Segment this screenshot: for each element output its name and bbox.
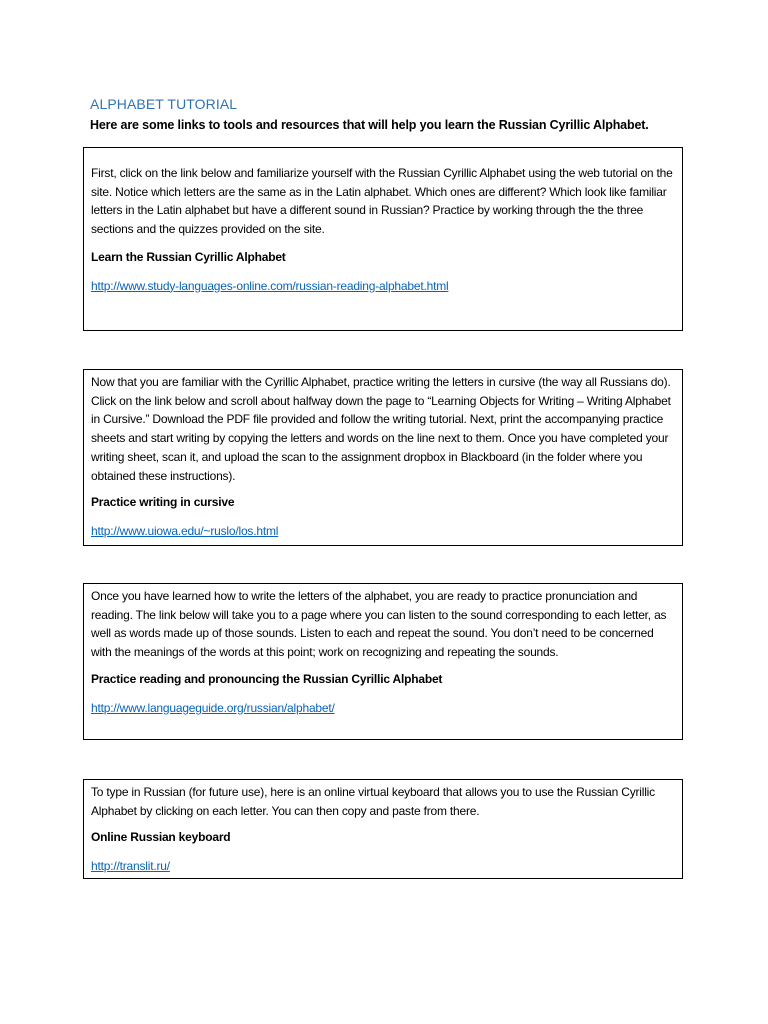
section-box-cursive [83, 369, 683, 546]
study-languages-link[interactable]: http://www.study-languages-online.com/russian-reading-alphabet.html [91, 278, 449, 293]
section-link-title: Practice writing in cursive [91, 495, 235, 510]
intro-text: Here are some links to tools and resources that will help you learn the Russian Cyrillic Alphabet. [90, 118, 649, 132]
section-body: First, click on the link below and familiarize yourself with the Russian Cyrillic Alphabet using the web tutorial on the site. Notice which letters are the same as in the Latin alphabet. Which ones are different? Which look like familiar letters in the Latin alphabet but have a different sound in Russian? Practice by working through the the three sections and the quizzes provided on the site. [91, 166, 673, 237]
section-box-web-tutorial [83, 147, 683, 331]
section-box-keyboard [83, 779, 683, 879]
uiowa-link[interactable]: http://www.uiowa.edu/~ruslo/los.html [91, 523, 279, 538]
section-link-title: Online Russian keyboard [91, 830, 231, 845]
section-body: Once you have learned how to write the letters of the alphabet, you are ready to practice pronunciation and reading. The link below will take you to a page where you can listen to the sound corresponding to each letter, as well as words made up of those sounds. Listen to each and repeat the sound. You don’t need to be concerned with the meanings of the words at this point; work on recognizing and repeating the sounds. [91, 589, 667, 660]
section-box-pronunciation [83, 583, 683, 740]
translit-link[interactable]: http://translit.ru/ [91, 859, 170, 874]
section-body: Now that you are familiar with the Cyrillic Alphabet, practice writing the letters in cursive (the way all Russians do). Click on the link below and scroll about halfway down the page to “Learning Objects for Writing – Writing Alphabet in Cursive.” Download the PDF file provided and follow the writing tutorial. Next, print the accompanying practice sheets and start writing by copying the letters and words on the line next to them. Once you have completed your writing sheet, scan it, and upload the scan to the assignment dropbox in Blackboard (in the folder where you obtained these instructions). [91, 375, 671, 483]
section-link-title: Practice reading and pronouncing the Russian Cyrillic Alphabet [91, 671, 443, 686]
section-link-title: Learn the Russian Cyrillic Alphabet [91, 249, 286, 264]
page-title: ALPHABET TUTORIAL [90, 96, 238, 112]
section-body: To type in Russian (for future use), here is an online virtual keyboard that allows you to use the Russian Cyrillic Alphabet by clicking on each letter. You can then copy and paste from there. [91, 785, 655, 818]
languageguide-link[interactable]: http://www.languageguide.org/russian/alphabet/ [91, 700, 335, 715]
